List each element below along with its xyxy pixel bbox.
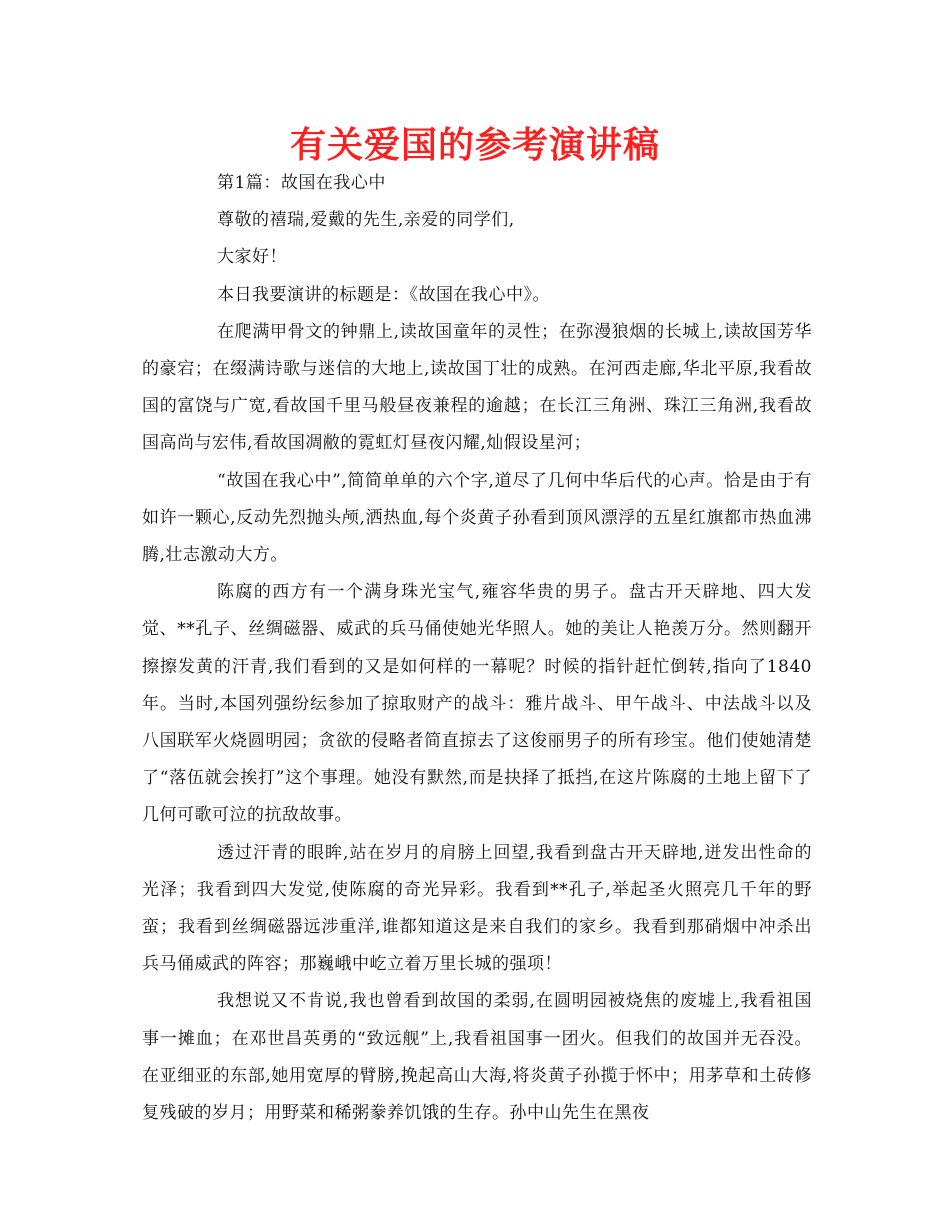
paragraph: 在爬满甲骨文的钟鼎上,读故国童年的灵性；在弥漫狼烟的长城上,读故国芳华的豪宕；在缀满诗歌与迷信的大地上,读故国丁壮的成熟。在河西走廊,华北平原,我看故国的富饶与广宽,看故国千里马般昼夜兼程的逾越；在长江三角洲、珠江三角洲,我看故国高尚与宏伟,看故国凋敝的霓虹灯昼夜闪耀,灿假设星河；	[142, 321, 812, 454]
paragraph: 透过汗青的眼眸,站在岁月的肩膀上回望,我看到盘古开天辟地,迸发出性命的光泽；我看到四大发觉,使陈腐的奇光异彩。我看到**孔子,举起圣火照亮几千年的野蛮；我看到丝绸磁器远涉重洋,谁都知道这是来自我们的家乡。我看到那硝烟中冲杀出兵马俑威武的阵容；那巍峨中屹立着万里长城的强项！	[142, 842, 812, 975]
greeting: 大家好！	[217, 247, 287, 268]
chapter-heading: 第1篇：故国在我心中	[217, 173, 386, 193]
paragraph: 我想说又不肯说,我也曾看到故国的柔弱,在圆明园被烧焦的废墟上,我看祖国事一摊血；在邓世昌英勇的“致远舰”上,我看祖国事一团火。但我们的故国并无吞没。在亚细亚的东部,她用宽厚的臂膀,挽起高山大海,将炎黄子孙揽于怀中；用茅草和土砖修复残破的岁月；用野菜和稀粥豢养饥饿的生存。孙中山先生在黑夜	[142, 991, 812, 1124]
topic-line: 本日我要演讲的标题是：《故国在我心中》。	[217, 284, 550, 305]
document-title: 有关爱国的参考演讲稿	[289, 125, 660, 166]
document-body	[142, 165, 812, 1132]
paragraph: “故国在我心中”,简简单单的六个字,道尽了几何中华后代的心声。恰是由于有如许一颗心,反动先烈抛头颅,洒热血,每个炎黄子孙看到顶风漂浮的五星红旗都市热血沸腾,壮志激动大方。	[142, 470, 812, 566]
paragraph: 陈腐的西方有一个满身珠光宝气,雍容华贵的男子。盘古开天辟地、四大发觉、**孔子、丝绸磁器、威武的兵马俑使她光华照人。她的美让人艳羡万分。然则翻开擦擦发黄的汗青,我们看到的又是如何样的一幕呢？时候的指针赶忙倒转,指向了1840年。当时,本国列强纷纭参加了掠取财产的战斗：雅片战斗、甲午战斗、中法战斗以及八国联军火烧圆明园；贪欲的侵略者简直掠去了这俊丽男子的所有珍宝。他们使她清楚了“落伍就会挨打”这个事理。她没有默然,而是抉择了抵挡,在这片陈腐的土地上留下了几何可歌可泣的抗敌故事。	[142, 582, 812, 826]
salutation: 尊敬的禧瑞,爱戴的先生,亲爱的同学们,	[217, 210, 515, 231]
